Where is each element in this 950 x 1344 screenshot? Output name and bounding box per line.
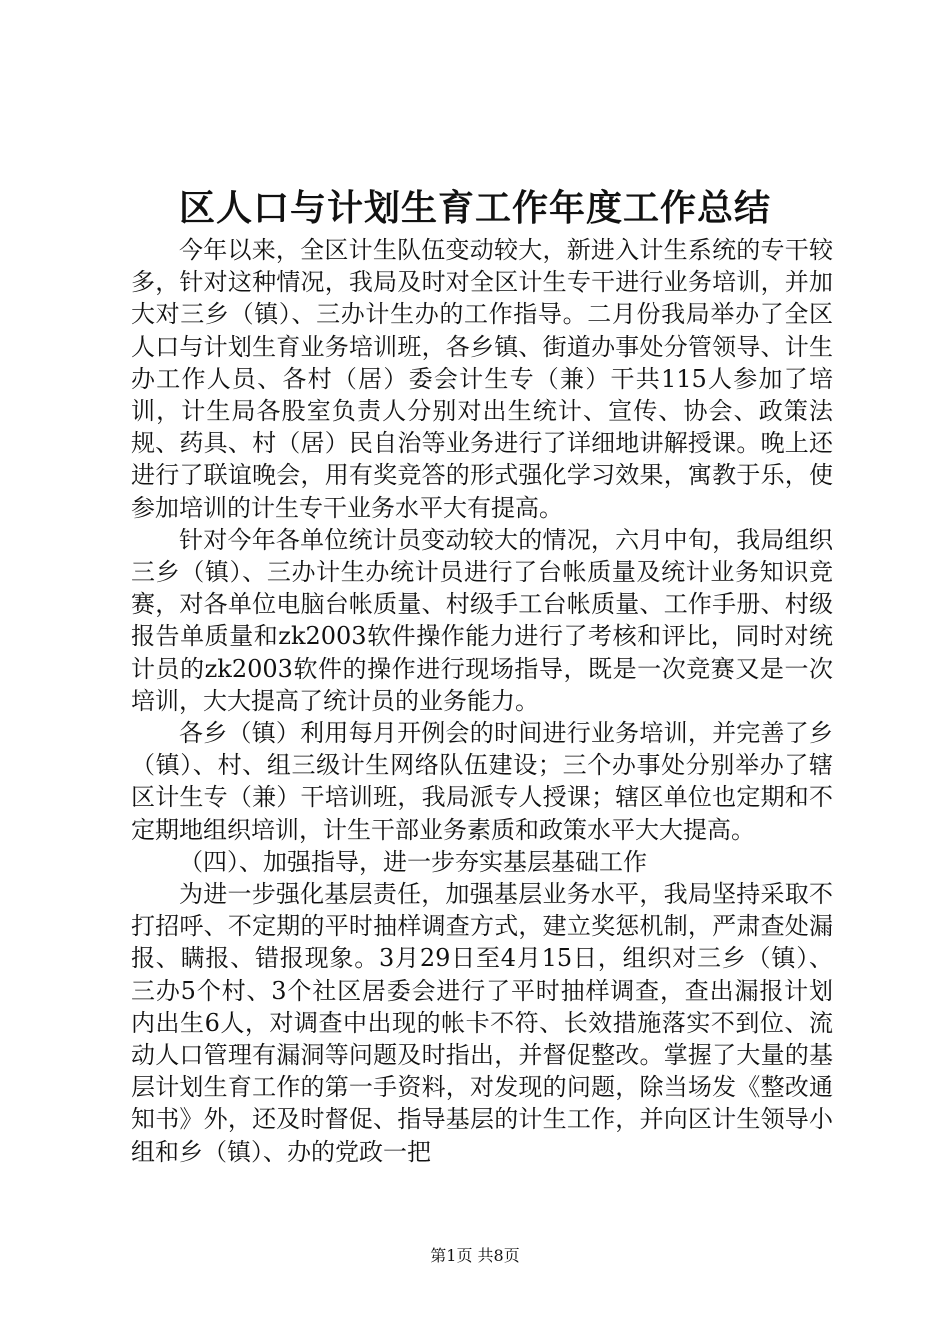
document-body [131,234,833,1168]
page-footer: 第1页 共8页 [430,1246,520,1265]
paragraph-township-training: 各乡（镇）利用每月开例会的时间进行业务培训，并完善了乡（镇）、村、组三级计生网络队伍建设；三个办事处分别举办了辖区计生专（兼）干培训班，我局派专人授课；辖区单位也定期和不定期地组织培训，计生干部业务素质和政策水平大大提高。 [131,719,833,844]
paragraph-sampling-survey: 为进一步强化基层责任，加强基层业务水平，我局坚持采取不打招呼、不定期的平时抽样调查方式，建立奖惩机制，严肃查处漏报、瞒报、错报现象。3月29日至4月15日，组织对三乡（镇）、三办5个村、3个社区居委会进行了平时抽样调查，查出漏报计划内出生6人，对调查中出现的帐卡不符、长效措施落实不到位、流动人口管理有漏洞等问题及时指出，并督促整改。掌握了大量的基层计划生育工作的第一手资料，对发现的问题，除当场发《整改通知书》外，还及时督促、指导基层的计生工作，并向区计生领导小组和乡（镇）、办的党政一把 [131,880,833,1166]
document-title: 区人口与计划生育工作年度工作总结 [178,187,771,229]
paragraph-statistics-contest: 针对今年各单位统计员变动较大的情况，六月中旬，我局组织三乡（镇）、三办计生办统计员进行了台帐质量及统计业务知识竞赛，对各单位电脑台帐质量、村级手工台帐质量、工作手册、村级报告单质量和zk2003软件操作能力进行了考核和评比，同时对统计员的zk2003软件的操作进行现场指导，既是一次竞赛又是一次培训，大大提高了统计员的业务能力。 [131,525,833,715]
paragraph-training: 今年以来，全区计生队伍变动较大，新进入计生系统的专干较多，针对这种情况，我局及时对全区计生专干进行业务培训，并加大对三乡（镇）、三办计生办的工作指导。二月份我局举办了全区人口与计划生育业务培训班，各乡镇、街道办事处分管领导、计生办工作人员、各村（居）委会计生专（兼）干共115人参加了培训，计生局各股室负责人分别对出生统计、宣传、协会、政策法规、药具、村（居）民自治等业务进行了详细地讲解授课。晚上还进行了联谊晚会，用有奖竞答的形式强化学习效果，寓教于乐，使参加培训的计生专干业务水平大有提高。 [131,236,833,522]
section-heading-guidance: （四）、加强指导，进一步夯实基层基础工作 [179,847,647,876]
